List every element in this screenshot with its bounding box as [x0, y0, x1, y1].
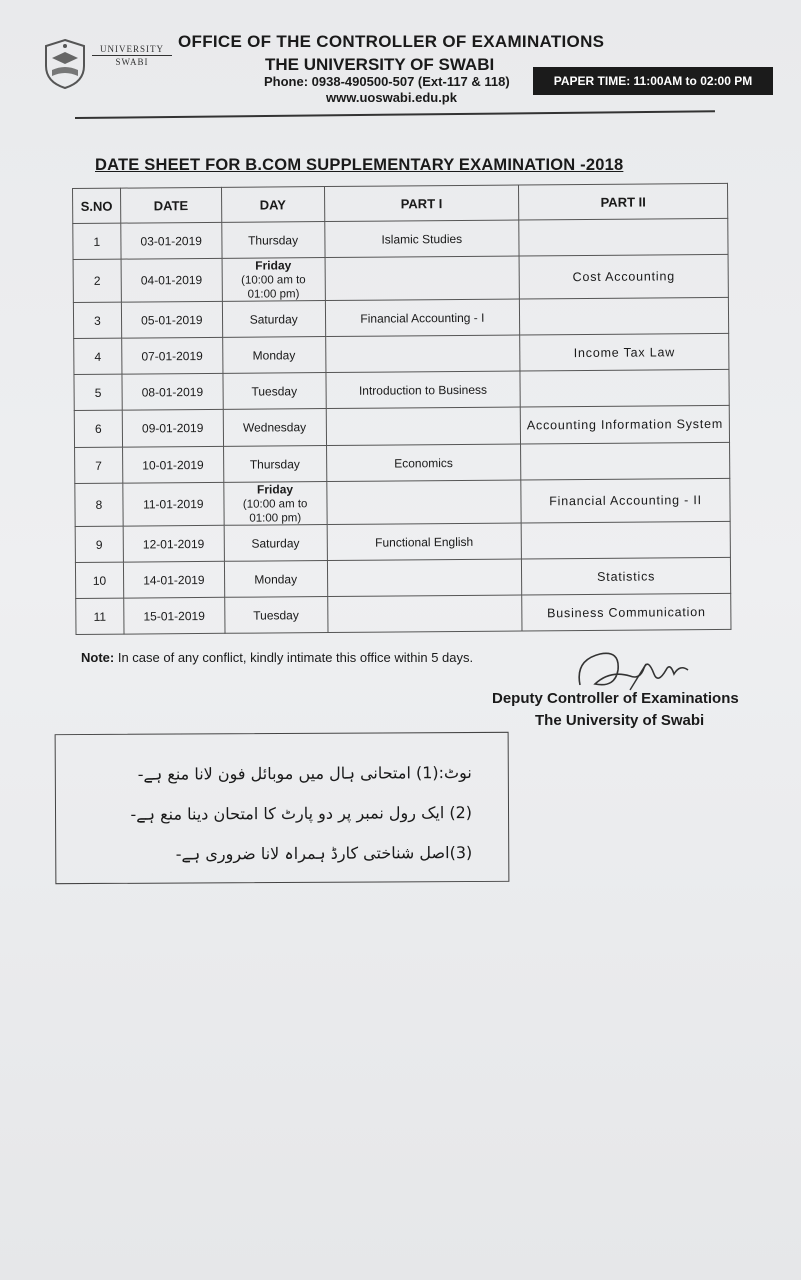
- table-row: [73, 254, 728, 302]
- day-time-note: (10:00 am to 01:00 pm): [242, 498, 308, 525]
- header-day: DAY: [221, 187, 324, 223]
- table-row: [75, 478, 730, 526]
- cell-part1: Financial Accounting - I: [325, 299, 520, 337]
- university-heading: THE UNIVERSITY OF SWABI: [265, 55, 495, 74]
- cell-date: 14-01-2019: [123, 561, 224, 598]
- cell-part1: [325, 256, 520, 301]
- table-row: [75, 442, 730, 483]
- table-row: [75, 557, 730, 598]
- cell-part2: [520, 369, 729, 407]
- cell-sno: 4: [74, 338, 122, 374]
- table-row: [73, 297, 728, 338]
- cell-part2: [520, 297, 729, 335]
- cell-part1: [325, 335, 520, 373]
- cell-day: Thursday: [221, 222, 324, 259]
- conflict-note: [81, 650, 473, 665]
- table-row: [74, 405, 729, 447]
- office-heading: OFFICE OF THE CONTROLLER OF EXAMINATIONS: [178, 32, 605, 51]
- cell-date: 10-01-2019: [122, 446, 223, 483]
- cell-day: Saturday: [222, 301, 325, 338]
- cell-date: 12-01-2019: [123, 525, 224, 562]
- note-text: In case of any conflict, kindly intimate this office within 5 days.: [117, 650, 474, 665]
- header-part2: PART II: [519, 183, 728, 220]
- cell-day: Wednesday: [223, 409, 326, 447]
- cell-part1: Economics: [326, 444, 521, 482]
- cell-part1: [326, 480, 521, 525]
- cell-part1: Introduction to Business: [326, 371, 521, 409]
- website-line: www.uoswabi.edu.pk: [326, 90, 457, 105]
- cell-date: 05-01-2019: [121, 301, 222, 338]
- cell-part2: Business Communication: [522, 593, 731, 631]
- cell-part2: Income Tax Law: [520, 333, 729, 371]
- cell-date: 07-01-2019: [122, 337, 223, 374]
- paper-time-badge: PAPER TIME: 11:00AM to 02:00 PM: [533, 67, 773, 95]
- cell-part2: [521, 521, 730, 559]
- day-time-note: (10:00 am to 01:00 pm): [241, 274, 306, 301]
- header-date: DATE: [120, 187, 221, 223]
- cell-sno: 5: [74, 374, 122, 410]
- cell-part2: Financial Accounting - II: [521, 478, 730, 523]
- signatory-university: The University of Swabi: [535, 712, 705, 729]
- cell-sno: 6: [74, 410, 122, 447]
- date-sheet-table: [72, 183, 731, 635]
- cell-part1: [327, 559, 522, 597]
- cell-part2: Accounting Information System: [520, 405, 729, 444]
- logo-wordmark: UNIVERSITY SWABI: [92, 44, 172, 67]
- cell-date: 09-01-2019: [122, 409, 223, 447]
- cell-day: [224, 482, 327, 526]
- cell-sno: 11: [76, 598, 124, 634]
- cell-day: Monday: [222, 337, 325, 374]
- header-divider: [75, 110, 715, 119]
- cell-date: 03-01-2019: [121, 222, 222, 259]
- cell-date: 15-01-2019: [124, 597, 225, 634]
- cell-part1: Functional English: [327, 523, 522, 561]
- table-row: [76, 593, 731, 634]
- day-label: Friday: [255, 258, 292, 273]
- table-row: [74, 369, 729, 410]
- cell-day: Tuesday: [223, 373, 326, 410]
- cell-day: Thursday: [223, 446, 326, 483]
- cell-day: [222, 258, 325, 302]
- cell-date: 04-01-2019: [121, 258, 222, 302]
- header-part1: PART I: [324, 185, 519, 222]
- table-row: [73, 218, 728, 259]
- urdu-instructions-box: [55, 732, 510, 884]
- cell-sno: 1: [73, 223, 121, 259]
- cell-part2: [519, 218, 728, 256]
- cell-sno: 2: [73, 259, 121, 302]
- note-label: Note:: [81, 650, 115, 665]
- page-title: DATE SHEET FOR B.COM SUPPLEMENTARY EXAMINATION -2018: [95, 156, 624, 174]
- cell-sno: 3: [73, 302, 121, 338]
- table-header-row: [73, 183, 728, 223]
- table-row: [75, 521, 730, 562]
- header-sno: S.NO: [73, 188, 121, 223]
- urdu-note-1: نوٹ:(1) امتحانی ہال میں موبائل فون لانا منع ہے-: [137, 763, 472, 784]
- urdu-note-2: (2) ایک رول نمبر پر دو پارٹ کا امتحان دینا منع ہے-: [130, 803, 473, 824]
- cell-part2: Statistics: [522, 557, 731, 595]
- cell-part1: [327, 595, 522, 633]
- cell-day: Monday: [224, 561, 327, 598]
- cell-sno: 10: [75, 562, 123, 598]
- table-row: [74, 333, 729, 374]
- cell-part2: [521, 442, 730, 480]
- cell-part1: Islamic Studies: [324, 220, 519, 258]
- cell-part1: [326, 407, 521, 446]
- university-logo-icon: [40, 36, 90, 90]
- cell-day: Tuesday: [224, 597, 327, 634]
- cell-sno: 8: [75, 483, 123, 526]
- urdu-note-3: (3)اصل شناختی کارڈ ہمراہ لانا ضروری ہے-: [175, 843, 473, 864]
- cell-date: 11-01-2019: [123, 482, 224, 526]
- cell-part2: Cost Accounting: [519, 254, 728, 299]
- cell-sno: 7: [75, 447, 123, 483]
- phone-line: Phone: 0938-490500-507 (Ext-117 & 118): [264, 74, 510, 89]
- cell-sno: 9: [75, 526, 123, 562]
- signatory-title: Deputy Controller of Examinations: [492, 690, 739, 707]
- cell-day: Saturday: [224, 525, 327, 562]
- cell-date: 08-01-2019: [122, 373, 223, 410]
- day-label: Friday: [256, 482, 294, 497]
